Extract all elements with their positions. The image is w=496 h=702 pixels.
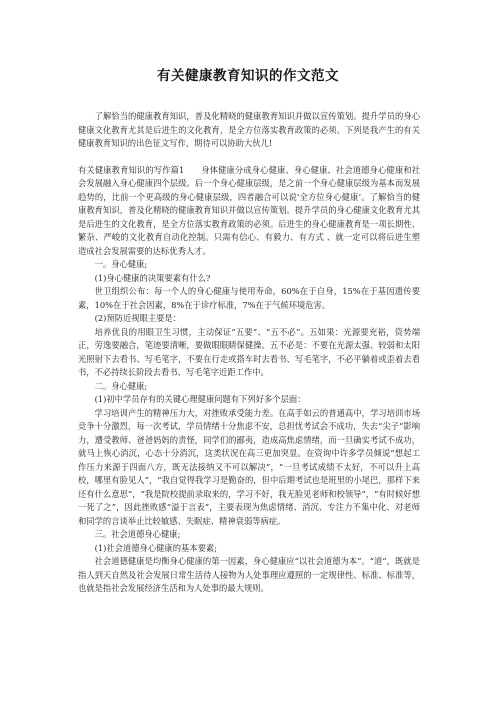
subsection-heading: (2)预防近视眼主要是： [94, 313, 182, 323]
body-paragraph: 社会道德健康是均衡身心健康的第一因素，身心健康应“以社会道德为本”。“道”，既就是指人到天自然及社会发展日常生活待人接物为人处事理应遵照的一定规律性、标准、标准等，也就是指社会发展经济生活和为人处事的最大规则。 [78, 556, 420, 593]
body-paragraph: 学习培训产生的精神压力大，对挫败承受能力差。在高手如云的普通高中，学习培训市场竞争十分激烈，每一次考试，学员情绪十分焦虑不安，总担忧考试会不成功，失去“尖子”影响力，遭受教师、爸爸妈妈的责怪，同学们的鄙夷，造成高焦虑情绪，而一旦确实考试不成功，就马上恢心消沉，心态十分消沉，这类状况在高三更加突显。在资询中许多学员倾说“想起工作压力来源于四面八方，既无法接纳又不可以解决”，“一旦考试成绩不太好，不可以升上高校，哪里有脸见人”，“我自觉得我学习是勤奋的，但中后期考试也是班里的小尾巴，那样下来还有什么意思”，“我是院校提前录取来的，学习不好，我无脸见老师和校领导”，“有时候好想一死了之”，因此挫败感“溢于言表”，主要表现为焦虑情绪、消沉、专注力不集中化、对老师和同学的言谈举止比较敏感、失眠症、精神衰弱等病症。 [78, 407, 420, 526]
body-paragraph: 世卫组织公布：每一个人的身心健康与使用寿命，60%在于自身，15%在于基因遗传要素，10%在于社会因素，8%在于诊疗标准，7%在于气候环境危害。 [78, 286, 420, 310]
subsection-heading: (1)初中学员存有的关键心理健康问题有下列好多个层面： [94, 394, 306, 404]
section-heading: 二。身心健康; [94, 380, 148, 391]
body-paragraph: 培养优良的用眼卫生习惯，主动保证“五要”、“五不必”。五如果：光源要充裕，资势端正，劳逸要融合，笔迹要清晰，要做眼眼睛保健操。五不必是：不要在光源太强、较弱和太阳光照射下去看书、写毛笔字，不要在行走或搭车时去看书、写毛笔字，不必平躺着或歪着去看书，不必持续长阶段去看书、写毛笔字近距工作中。 [78, 326, 420, 377]
document-title: 有关健康教育知识的作文范文 [157, 68, 339, 84]
section-heading: 三。社会道德身心健康; [94, 529, 181, 539]
subsection-heading: (1)社会道德身心健康的基本要素; [94, 542, 218, 553]
section-heading: 一。身心健康; [94, 259, 148, 269]
intro-paragraph: 了解恰当的健康教育知识，普及化精晓的健康教育知识并做以宣传策划。提升学员的身心健康文化教育尤其是后进生的文化教育，是全方位落实教育政策的必须。下列是我产生的有关健康教育知识的出色征文写作，期待可以协助大伙儿! [78, 111, 420, 148]
document-body [78, 110, 420, 596]
subsection-heading: (1)身心健康的决策要素有什么? [94, 272, 211, 283]
section-paragraph: 有关健康教育知识的写作篇1 身体健康分成身心健康、身心健康、社会道德身心健康和社会发展融入身心健康四个层级。后一个身心健康层级，是之前一个身心健康层级为基本而发展趋势的，比前一个更高级的身心健康层级，四者融合可以说‘全方位身心健康’。了解恰当的健康教育知识，普及化精晓的健康教育知识并做以宣传策划。提升学员的身心健康文化教育尤其是后进生的文化教育，是全方位落实教育政策的必须。后进生的身心健康教育是一项长期性、繁杂、严峻的文化教育自动化控制。只需有信心、有毅力、有方式 、就一定可以将后进生塑造成社会发展需要的达标优秀人才。 [78, 164, 420, 256]
